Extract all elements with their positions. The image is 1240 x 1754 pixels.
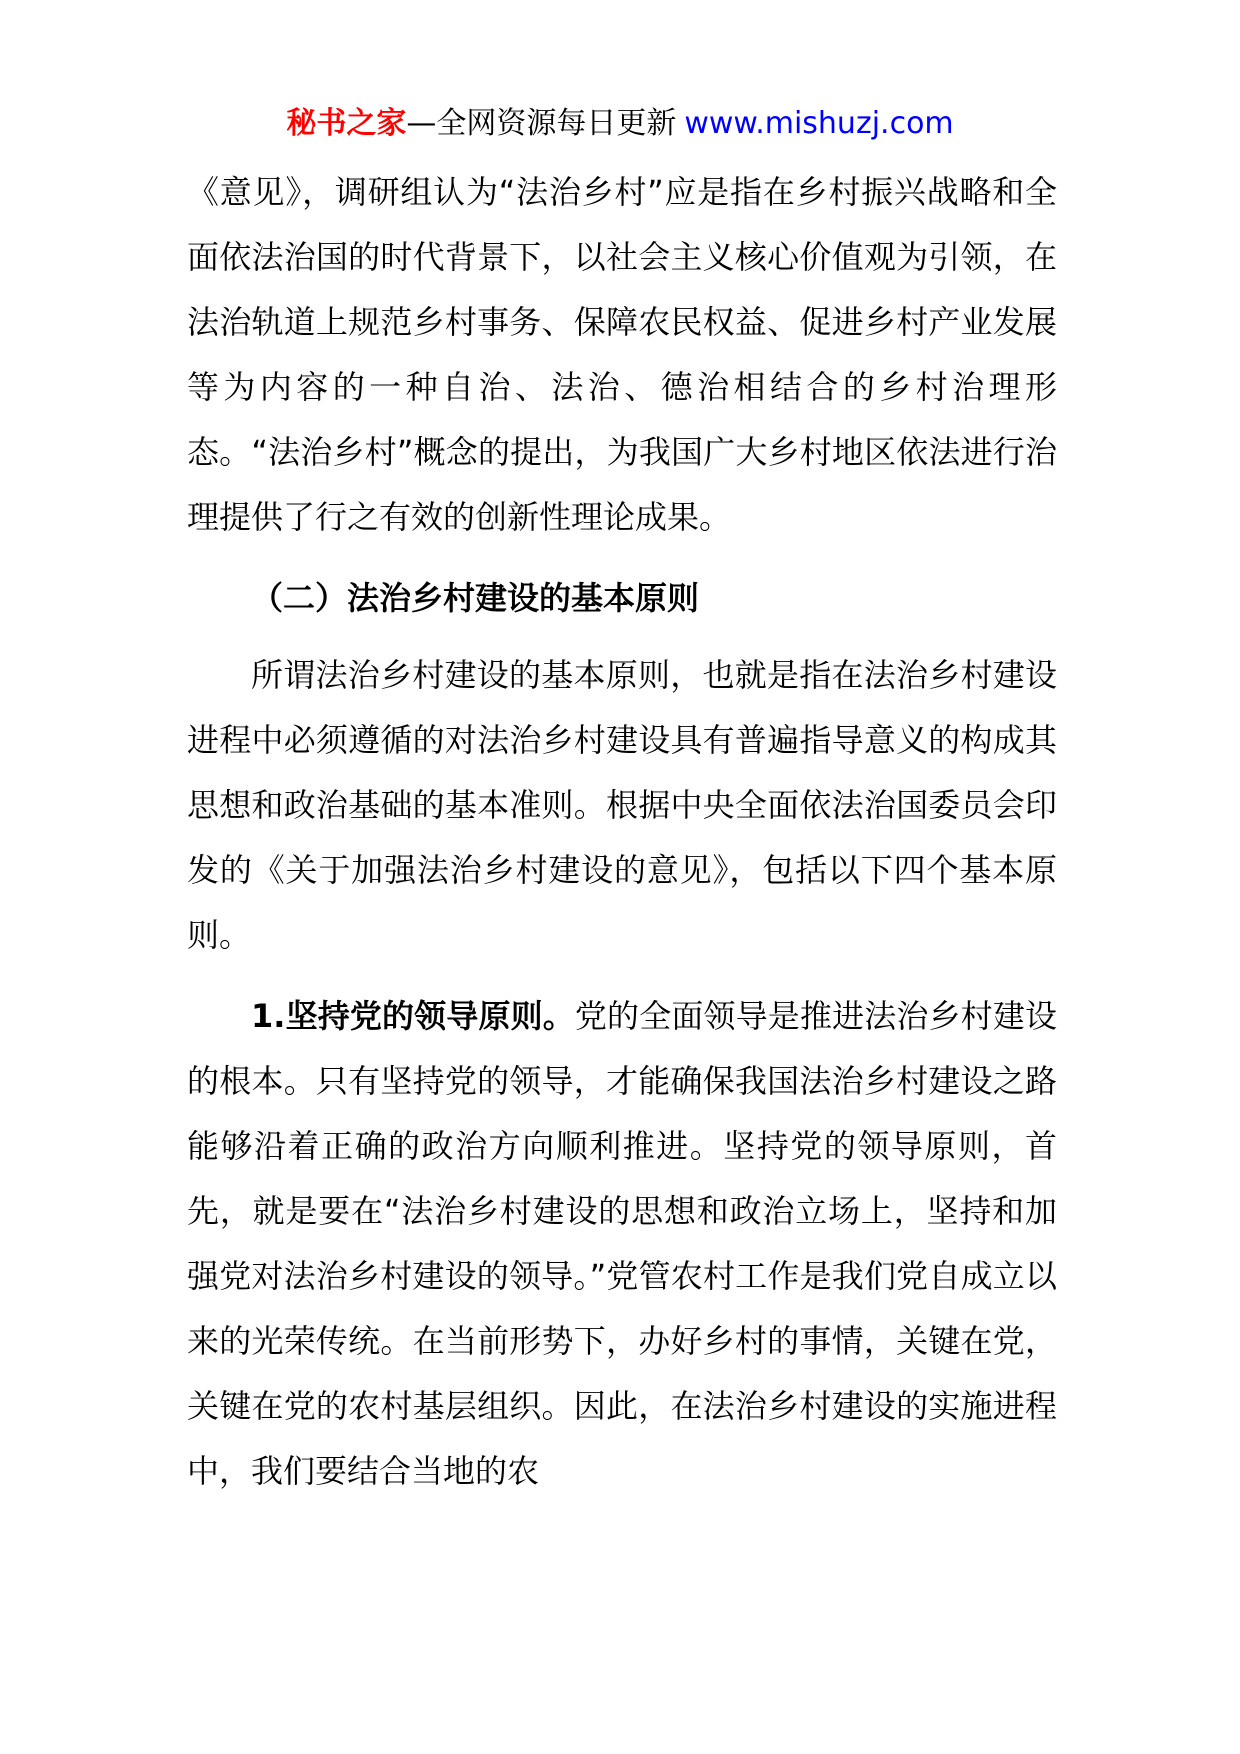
paragraph-principles-intro: 所谓法治乡村建设的基本原则，也就是指在法治乡村建设进程中必须遵循的对法治乡村建设具有普遍指导意义的构成其思想和政治基础的基本准则。根据中央全面依法治国委员会印发的《关于加强法治乡村建设的意见》，包括以下四个基本原则。 [187,656,1057,954]
principle-1-text: 党的全面领导是推进法治乡村建设的根本。只有坚持党的领导，才能确保我国法治乡村建设之路能够沿着正确的政治方向顺利推进。坚持党的领导原则，首先，就是要在“法治乡村建设的思想和政治立场上，坚持和加强党对法治乡村建设的领导。”党管农村工作是我们党自成立以来的光荣传统。在当前形势下，办好乡村的事情，关键在党，关键在党的农村基层组织。因此，在法治乡村建设的实施进程中，我们要结合当地的农 [187,997,1057,1490]
document-body [187,160,1057,1504]
site-brand: 秘书之家 [286,106,407,141]
section-heading: （二）法治乡村建设的基本原则 [251,579,700,617]
principle-1-heading: 1.坚持党的领导原则。 [251,997,575,1035]
site-url-link[interactable]: www.mishuzj.com [684,106,954,141]
principle-1-paragraph [187,984,1057,1504]
paragraph-continued: 《意见》，调研组认为“法治乡村”应是指在乡村振兴战略和全面依法治国的时代背景下，以社会主义核心价值观为引领，在法治轨道上规范乡村事务、保障农民权益、促进乡村产业发展等为内容的一种自治、法治、德治相结合的乡村治理形态。“法治乡村”概念的提出，为我国广大乡村地区依法进行治理提供了行之有效的创新性理论成果。 [187,173,1057,536]
site-header [0,100,1240,148]
site-slogan: —全网资源每日更新 [406,106,677,141]
